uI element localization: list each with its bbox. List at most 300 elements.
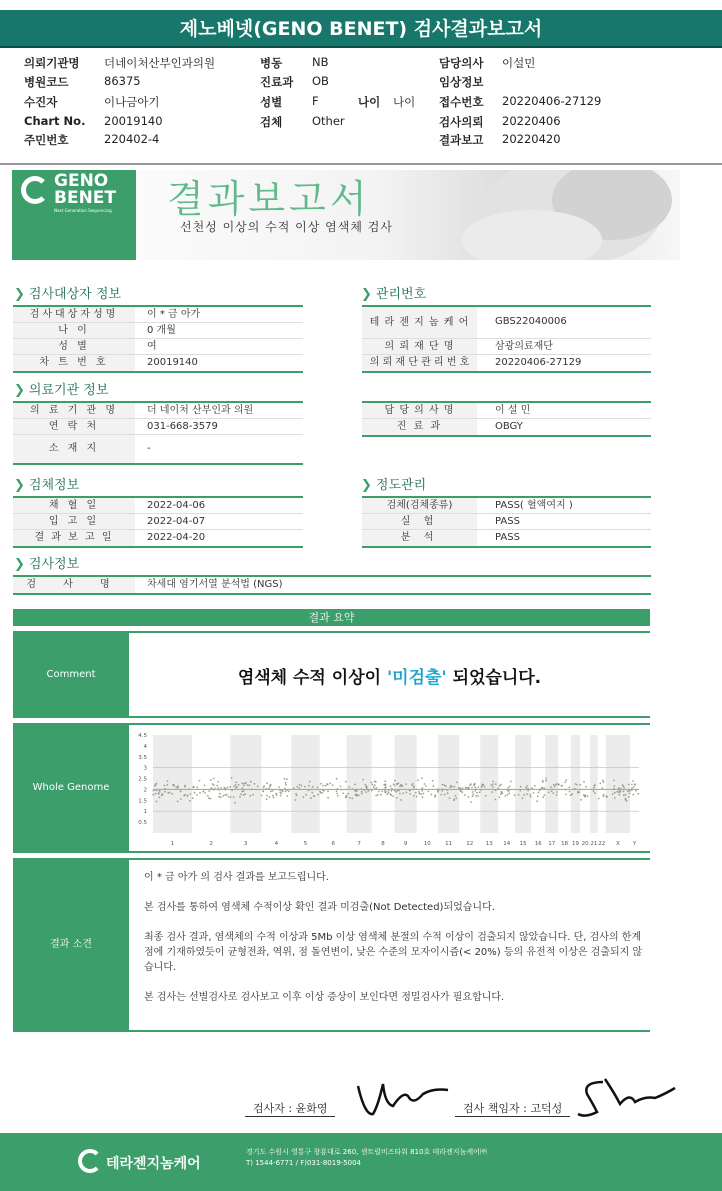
data-point <box>556 791 558 793</box>
data-point <box>423 793 425 795</box>
x-tick-label: 21 <box>590 841 598 847</box>
data-point <box>220 796 222 798</box>
data-point <box>499 796 501 798</box>
data-point <box>412 783 414 785</box>
req-value: 20220406-27129 <box>502 94 602 108</box>
data-point <box>309 781 311 783</box>
data-point <box>166 784 168 786</box>
data-point <box>304 786 306 788</box>
data-point <box>243 785 245 787</box>
data-point <box>419 793 421 795</box>
tester-signature <box>353 1076 453 1121</box>
data-point <box>252 794 254 796</box>
x-tick-label: 9 <box>403 841 408 847</box>
data-point <box>158 793 160 795</box>
data-point <box>171 793 173 795</box>
chromosome-band <box>153 735 192 833</box>
req-label: 수진자 <box>24 95 58 109</box>
data-point <box>210 787 212 789</box>
data-point <box>526 794 528 796</box>
x-tick-label: 18 <box>561 841 569 847</box>
data-point <box>377 794 379 796</box>
data-point <box>388 790 390 792</box>
data-point <box>202 791 204 793</box>
data-point <box>366 785 368 787</box>
data-point <box>421 777 423 779</box>
data-point <box>192 797 194 799</box>
data-point <box>336 790 338 792</box>
table-row: 결 과 보 고 일 2022-04-20 <box>13 530 303 546</box>
data-point <box>564 781 566 783</box>
y-tick-label: 0.5 <box>138 820 147 827</box>
data-point <box>233 796 235 798</box>
data-point <box>177 800 179 802</box>
data-point <box>538 792 540 794</box>
finding-paragraph: 이 * 금 아가 의 검사 결과를 보고드립니다. <box>144 872 329 883</box>
data-point <box>305 794 307 796</box>
chevron-right-icon: ❯ <box>14 383 25 398</box>
req-value: 220402-4 <box>104 132 160 146</box>
x-tick-label: 17 <box>548 841 556 847</box>
data-point <box>598 798 600 800</box>
x-tick-label: 14 <box>503 841 511 847</box>
data-point <box>240 793 242 795</box>
data-point <box>472 795 474 797</box>
data-point <box>470 801 472 803</box>
data-point <box>308 785 310 787</box>
data-point <box>468 796 470 798</box>
data-point <box>613 780 615 782</box>
data-point <box>261 795 263 797</box>
data-point <box>234 802 236 804</box>
data-point <box>163 785 165 787</box>
data-point <box>495 783 497 785</box>
tester-signature-label: 검사자 : 윤화영 <box>245 1100 335 1117</box>
data-point <box>364 784 366 786</box>
data-point <box>187 795 189 797</box>
data-point <box>270 784 272 786</box>
data-point <box>208 790 210 792</box>
data-point <box>218 796 220 798</box>
genome-block <box>13 723 650 853</box>
data-point <box>542 780 544 782</box>
not-detected-highlight: '미검출' <box>386 668 447 688</box>
data-point <box>392 795 394 797</box>
logo-text: GENO <box>54 171 109 191</box>
chromosome-band <box>347 735 372 833</box>
data-point <box>536 800 538 802</box>
summary-bar: 결과 요약 <box>13 609 650 626</box>
data-point <box>462 787 464 789</box>
y-tick-label: 3 <box>143 765 147 772</box>
data-point <box>390 793 392 795</box>
data-point <box>551 790 553 792</box>
data-point <box>606 795 608 797</box>
req-value: 86375 <box>104 74 141 88</box>
x-tick-label: 2 <box>209 841 213 847</box>
req-value: 이설민 <box>502 56 536 70</box>
data-point <box>361 791 363 793</box>
data-point <box>384 787 386 789</box>
finding-paragraph: 본 검사를 통하여 염색체 수적이상 확인 결과 미검출(Not Detected)되었습니다. <box>144 902 495 913</box>
data-point <box>479 791 481 793</box>
data-point <box>507 787 509 789</box>
section-specimen-title: ❯ 검체정보 <box>14 478 80 493</box>
data-point <box>280 795 282 797</box>
data-point <box>288 790 290 792</box>
data-point <box>405 783 407 785</box>
req-label: 담당의사 <box>439 56 484 70</box>
data-point <box>576 784 578 786</box>
x-tick-label: 4 <box>274 841 279 847</box>
req-value: 나이 <box>393 95 416 109</box>
data-point <box>481 786 483 788</box>
data-point <box>319 791 321 793</box>
data-point <box>336 778 338 780</box>
data-point <box>474 784 476 786</box>
data-point <box>434 796 436 798</box>
data-point <box>210 779 212 781</box>
data-point <box>241 782 243 784</box>
g-logo-icon <box>21 176 49 204</box>
data-point <box>558 784 560 786</box>
table-row: 검체(검체종류) PASS( 혈액여지 ) <box>362 498 651 514</box>
table-row: 검사대상자성명 이 * 금 아가 <box>13 307 303 323</box>
banner-title: 결과보고서 <box>167 177 371 221</box>
data-point <box>302 796 304 798</box>
data-point <box>169 792 171 794</box>
data-point <box>361 793 363 795</box>
data-point <box>492 783 494 785</box>
data-point <box>475 795 477 797</box>
data-point <box>395 791 397 793</box>
data-point <box>317 794 319 796</box>
data-point <box>217 781 219 783</box>
section-qc-title: ❯ 정도관리 <box>361 478 427 493</box>
data-point <box>425 785 427 787</box>
data-point <box>587 795 589 797</box>
data-point <box>481 784 483 786</box>
data-point <box>326 783 328 785</box>
data-point <box>177 787 179 789</box>
data-point <box>570 794 572 796</box>
data-point <box>376 787 378 789</box>
data-point <box>545 780 547 782</box>
data-point <box>509 786 511 788</box>
findings-text <box>144 870 644 1020</box>
data-point <box>192 786 194 788</box>
data-point <box>276 794 278 796</box>
data-point <box>585 794 587 796</box>
data-point <box>579 784 581 786</box>
data-point <box>358 794 360 796</box>
data-point <box>594 792 596 794</box>
table-row: 담 당 의 사 명 이 설 민 <box>362 403 651 419</box>
data-point <box>249 785 251 787</box>
data-point <box>390 785 392 787</box>
doctor-table <box>362 401 651 437</box>
data-point <box>351 798 353 800</box>
data-point <box>556 783 558 785</box>
x-tick-label: 12 <box>466 841 474 847</box>
data-point <box>631 787 633 789</box>
req-value: 20220406 <box>502 114 561 128</box>
data-point <box>427 790 429 792</box>
data-point <box>492 786 494 788</box>
data-point <box>228 796 230 798</box>
data-point <box>286 795 288 797</box>
data-point <box>204 785 206 787</box>
data-point <box>399 793 401 795</box>
data-point <box>301 785 303 787</box>
data-point <box>327 790 329 792</box>
data-point <box>269 786 271 788</box>
data-point <box>543 787 545 789</box>
data-point <box>444 784 446 786</box>
data-point <box>177 785 179 787</box>
data-point <box>477 795 479 797</box>
data-point <box>356 793 358 795</box>
data-point <box>554 786 556 788</box>
data-point <box>337 795 339 797</box>
x-tick-label: 22 <box>598 841 606 847</box>
data-point <box>329 783 331 785</box>
data-point <box>244 783 246 785</box>
data-point <box>367 790 369 792</box>
data-point <box>442 784 444 786</box>
data-point <box>239 796 241 798</box>
data-point <box>614 792 616 794</box>
data-point <box>207 795 209 797</box>
data-point <box>224 794 226 796</box>
data-point <box>332 784 334 786</box>
data-point <box>409 793 411 795</box>
data-point <box>450 785 452 787</box>
responsible-signature <box>575 1074 680 1124</box>
data-point <box>373 786 375 788</box>
data-point <box>345 781 347 783</box>
data-point <box>472 793 474 795</box>
data-point <box>235 782 237 784</box>
data-point <box>296 795 298 797</box>
data-point <box>226 794 228 796</box>
data-point <box>514 794 516 796</box>
findings-block <box>13 858 650 1032</box>
data-point <box>418 791 420 793</box>
table-row: 실 험 PASS <box>362 514 651 530</box>
y-tick-label: 3.5 <box>138 754 147 761</box>
x-tick-label: 16 <box>534 841 542 847</box>
comment-label: Comment <box>13 633 129 716</box>
table-row: 입 고 일 2022-04-07 <box>13 514 303 530</box>
footer <box>0 1133 722 1191</box>
data-point <box>320 783 322 785</box>
data-point <box>278 786 280 788</box>
req-value: 20019140 <box>104 114 163 128</box>
data-point <box>634 783 636 785</box>
req-value: NB <box>312 55 329 69</box>
data-point <box>327 797 329 799</box>
data-point <box>623 787 625 789</box>
data-point <box>561 785 563 787</box>
data-point <box>603 794 605 796</box>
data-point <box>464 794 466 796</box>
req-label: 주민번호 <box>24 133 69 147</box>
table-row: 채 혈 일 2022-04-06 <box>13 498 303 514</box>
data-point <box>310 797 312 799</box>
data-point <box>365 791 367 793</box>
data-point <box>155 793 157 795</box>
data-point <box>216 785 218 787</box>
data-point <box>445 786 447 788</box>
data-point <box>455 795 457 797</box>
data-point <box>208 797 210 799</box>
data-point <box>242 787 244 789</box>
req-label: 검사의뢰 <box>439 115 484 129</box>
data-point <box>172 784 174 786</box>
data-point <box>196 787 198 789</box>
data-point <box>565 794 567 796</box>
data-point <box>550 786 552 788</box>
data-point <box>525 787 527 789</box>
data-point <box>375 795 377 797</box>
data-point <box>254 783 256 785</box>
geno-benet-logo <box>12 170 130 260</box>
report-banner <box>12 170 680 260</box>
data-point <box>266 798 268 800</box>
x-tick-label: 7 <box>357 841 361 847</box>
data-point <box>580 799 582 801</box>
x-tick-label: 11 <box>445 841 453 847</box>
data-point <box>270 790 272 792</box>
data-point <box>507 794 509 796</box>
data-point <box>156 783 158 785</box>
data-point <box>400 799 402 801</box>
data-point <box>635 790 637 792</box>
banner-subtitle: 선천성 이상의 수적 이상 염색체 검사 <box>180 220 393 234</box>
data-point <box>633 786 635 788</box>
req-value: 이나금아기 <box>104 95 160 109</box>
data-point <box>602 780 604 782</box>
data-point <box>531 787 533 789</box>
data-point <box>250 781 252 783</box>
data-point <box>199 780 201 782</box>
data-point <box>470 783 472 785</box>
data-point <box>465 787 467 789</box>
data-point <box>618 792 620 794</box>
chevron-right-icon: ❯ <box>14 557 25 572</box>
table-row: 의 료 기 관 명 더 네이처 산부인과 의원 <box>13 403 303 419</box>
table-row: 테 라 젠 지 놈 케 어 GBS22040006 <box>362 307 651 339</box>
data-point <box>449 787 451 789</box>
data-point <box>460 790 462 792</box>
banner-photo <box>432 170 680 260</box>
data-point <box>354 790 356 792</box>
table-row: 의 뢰 재 단 명 삼광의료재단 <box>362 339 651 355</box>
data-point <box>618 787 620 789</box>
data-point <box>175 786 177 788</box>
data-point <box>495 799 497 801</box>
chromosome-band <box>291 735 319 833</box>
data-point <box>485 795 487 797</box>
data-point <box>510 781 512 783</box>
data-point <box>602 787 604 789</box>
data-point <box>584 796 586 798</box>
data-point <box>421 787 423 789</box>
data-point <box>317 787 319 789</box>
table-row: 연 락 처 031-668-3579 <box>13 419 303 435</box>
data-point <box>424 783 426 785</box>
data-point <box>599 783 601 785</box>
responsible-signature-label: 검사 책임자 : 고덕성 <box>455 1100 570 1117</box>
data-point <box>565 779 567 781</box>
req-label: 나이 <box>358 95 381 109</box>
data-point <box>526 785 528 787</box>
data-point <box>583 794 585 796</box>
data-point <box>194 792 196 794</box>
data-point <box>484 786 486 788</box>
data-point <box>272 790 274 792</box>
data-point <box>184 794 186 796</box>
test-table <box>13 575 651 595</box>
data-point <box>279 792 281 794</box>
data-point <box>322 785 324 787</box>
data-point <box>321 792 323 794</box>
x-tick-label: 15 <box>519 841 527 847</box>
data-point <box>618 794 620 796</box>
data-point <box>413 787 415 789</box>
x-tick-label: 1 <box>170 841 175 847</box>
data-point <box>199 792 201 794</box>
x-tick-label: X <box>615 841 620 847</box>
report-title: 제노베넷(GENO BENET) 검사결과보고서 <box>0 10 722 48</box>
req-value: 20220420 <box>502 132 561 146</box>
data-point <box>447 792 449 794</box>
footer-address: 경기도 수원시 영통구 창룡대로 260, 센트럴비즈타워 810호 테라젠지놈케어㈜ <box>246 1148 487 1156</box>
data-point <box>372 784 374 786</box>
data-point <box>417 779 419 781</box>
data-point <box>628 784 630 786</box>
data-point <box>616 791 618 793</box>
data-point <box>504 795 506 797</box>
x-tick-label: 19 <box>571 841 579 847</box>
data-point <box>266 795 268 797</box>
req-label: 진료과 <box>260 75 294 89</box>
data-point <box>189 800 191 802</box>
data-point <box>548 791 550 793</box>
data-point <box>612 793 614 795</box>
data-point <box>415 792 417 794</box>
data-point <box>476 792 478 794</box>
data-point <box>458 787 460 789</box>
data-point <box>342 792 344 794</box>
req-label: 성별 <box>260 95 283 109</box>
data-point <box>396 797 398 799</box>
req-label: 병원코드 <box>24 75 69 89</box>
data-point <box>249 795 251 797</box>
y-tick-label: 1 <box>143 809 147 816</box>
finding-paragraph: 최종 검사 결과, 염색체의 수적 이상과 5Mb 이상 염색체 분절의 수적 이상이 검출되지 않았습니다. 단, 검사의 한계점에 기재하였듯이 균형전좌, 역위, 점 돌연변이, 낮은 수준의 모자이시즘(< 20%) 등의 유전적 이상은 검출되지 않습니다. <box>144 932 643 973</box>
data-point <box>399 785 401 787</box>
data-point <box>313 795 315 797</box>
data-point <box>569 791 571 793</box>
data-point <box>440 794 442 796</box>
data-point <box>461 791 463 793</box>
data-point <box>220 787 222 789</box>
data-point <box>474 790 476 792</box>
data-point <box>362 779 364 781</box>
data-point <box>159 797 161 799</box>
